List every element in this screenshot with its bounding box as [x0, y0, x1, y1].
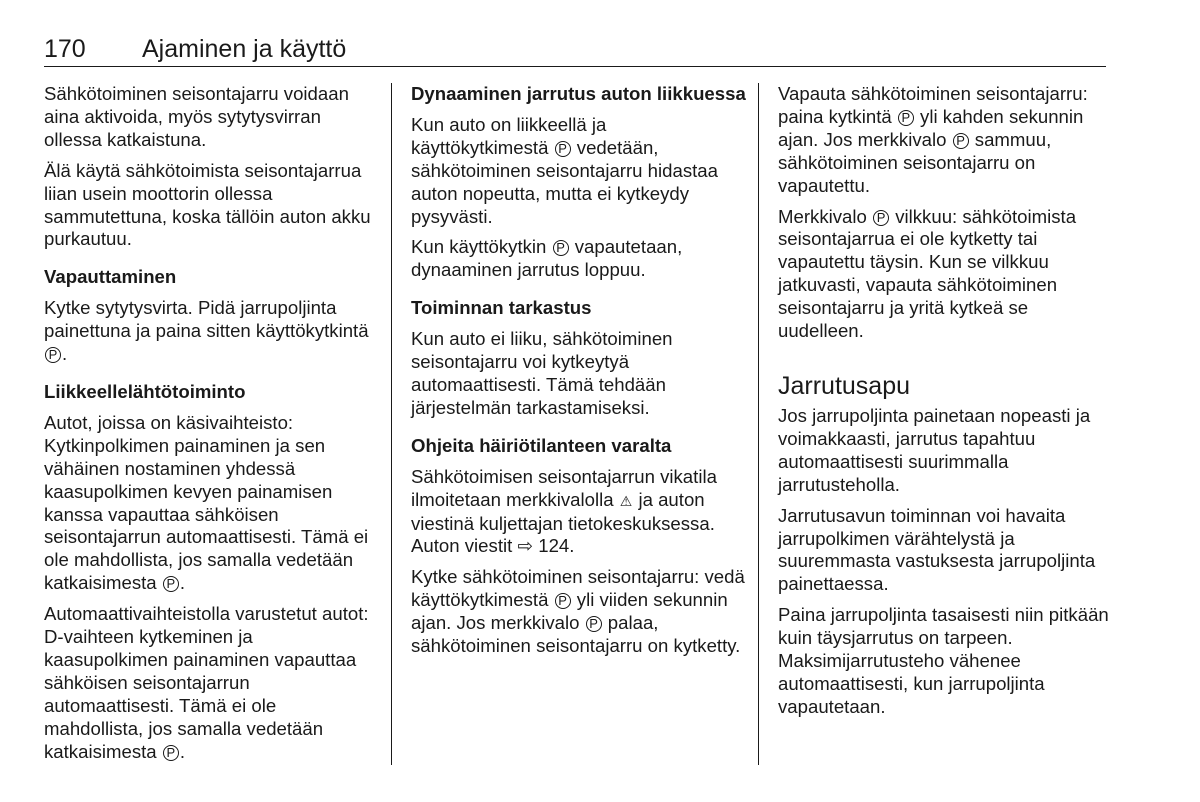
parking-brake-icon: P: [898, 110, 914, 126]
parking-brake-icon: P: [555, 141, 571, 157]
paragraph: Jarrutusavun toiminnan voi havaita jarrupolkimen värähtelystä ja suuremmasta vastuksesta jarrupoljinta painettaessa.: [778, 504, 1096, 595]
subheading-release: Vapauttaminen: [44, 266, 177, 288]
subheading-drive-away-assist: Liikkeellelähtötoiminto: [44, 380, 246, 402]
paragraph: Sähkötoiminen seisontajarru voidaan aina aktivoida, myös sytytysvirran ollessa katkaistuna.: [44, 83, 349, 150]
paragraph: Merkkivalo P vilkkuu: sähkötoimista seisontajarrua ei ole kytketty tai vapautettu täysin. Kun se vilkkuu jatkuvasti, vapauta sähkötoiminen seisontajarru ja yritä kytkeä se uudelleen.: [778, 205, 1077, 342]
paragraph: Kytke sähkötoiminen seisontajarru: vedä käyttökytkimestä P yli viiden sekunnin ajan. Jos merkkivalo P palaa, sähkötoiminen seisontajarru on kytketty.: [411, 566, 745, 657]
paragraph: Vapauta sähkötoiminen seisontajarru: paina kytkintä P yli kahden sekunnin ajan. Jos merkkivalo P sammuu, sähkötoiminen seisontajarru on vapautettu.: [778, 83, 1088, 196]
paragraph: Kytke sytytysvirta. Pidä jarrupoljinta painettuna ja paina sitten käyttökytkintä P .: [44, 297, 369, 365]
parking-brake-icon: P: [586, 616, 602, 632]
parking-brake-icon: P: [555, 593, 571, 609]
section-title-brake-assist: Jarrutusapu: [778, 371, 911, 400]
paragraph: Älä käytä sähkötoimista seisontajarrua liian usein moottorin ollessa sammutettuna, koska tällöin auton akku purkautuu.: [44, 159, 371, 250]
arrow-reference-icon: ⇨: [517, 535, 534, 557]
chapter-title: Ajaminen ja käyttö: [142, 35, 347, 63]
column-divider: [758, 83, 759, 765]
parking-brake-icon: P: [873, 210, 889, 226]
subheading-function-check: Toiminnan tarkastus: [411, 297, 592, 319]
parking-brake-icon: P: [163, 576, 179, 592]
column-divider: [391, 83, 392, 765]
page-header: [44, 34, 1106, 67]
brake-warning-icon: ⚠: [619, 492, 633, 509]
paragraph: Kun käyttökytkin P vapautetaan, dynaaminen jarrutus loppuu.: [411, 236, 683, 281]
subheading-fault-instructions: Ohjeita häiriötilanteen varalta: [411, 434, 672, 456]
parking-brake-icon: P: [163, 745, 179, 761]
column-3: [778, 83, 1113, 727]
parking-brake-icon: P: [553, 240, 569, 256]
paragraph: Kun auto on liikkeellä ja käyttökytkimestä P vedetään, sähkötoiminen seisontajarru hidastaa auton nopeutta, mutta ei kytkeydy pysyvästi.: [411, 113, 718, 227]
paragraph: Jos jarrupoljinta painetaan nopeasti ja voimakkaasti, jarrutus tapahtuu automaattisesti suurimmalla jarrutusteholla.: [778, 404, 1091, 495]
parking-brake-icon: P: [45, 347, 61, 363]
subheading-dynamic-braking: Dynaaminen jarrutus auton liikkuessa: [411, 83, 746, 104]
parking-brake-icon: P: [953, 133, 969, 149]
paragraph: Autot, joissa on käsivaihteisto: Kytkinpolkimen painaminen ja sen vähäinen nostaminen yhdessä kaasupolkimen kevyen painamisen kanssa vapauttaa sähköisen seisontajarrun automaattisesti. Tämä ei ole mahdollista, jos samalla vedetään katkaisimesta P .: [44, 411, 369, 594]
page-number: 170: [44, 35, 86, 63]
column-2: [411, 83, 746, 666]
paragraph: Paina jarrupoljinta tasaisesti niin pitkään kuin täysjarrutus on tarpeen. Maksimijarrutusteho vähenee automaattisesti, kun jarrupoljinta vapautetaan.: [778, 604, 1109, 717]
column-1: [44, 83, 379, 771]
paragraph: Kun auto ei liiku, sähkötoiminen seisontajarru voi kytkeytyä automaattisesti. Tämä tehdään järjestelmän tarkastamiseksi.: [411, 328, 673, 418]
page-reference: 124.: [538, 535, 575, 557]
paragraph: Automaattivaihteistolla varustetut autot: D-vaihteen kytkeminen ja kaasupolkimen painaminen vapauttaa sähköisen seisontajarrun automaattisesti. Tämä ei ole mahdollista, jos samalla vedetään katkaisimesta P .: [44, 603, 369, 762]
paragraph: Sähkötoimisen seisontajarrun vikatila ilmoitetaan merkkivalolla ⚠ ja auton viestinä kuljettajan tietokeskuksessa. Auton viestit ⇨ 124.: [411, 465, 717, 557]
